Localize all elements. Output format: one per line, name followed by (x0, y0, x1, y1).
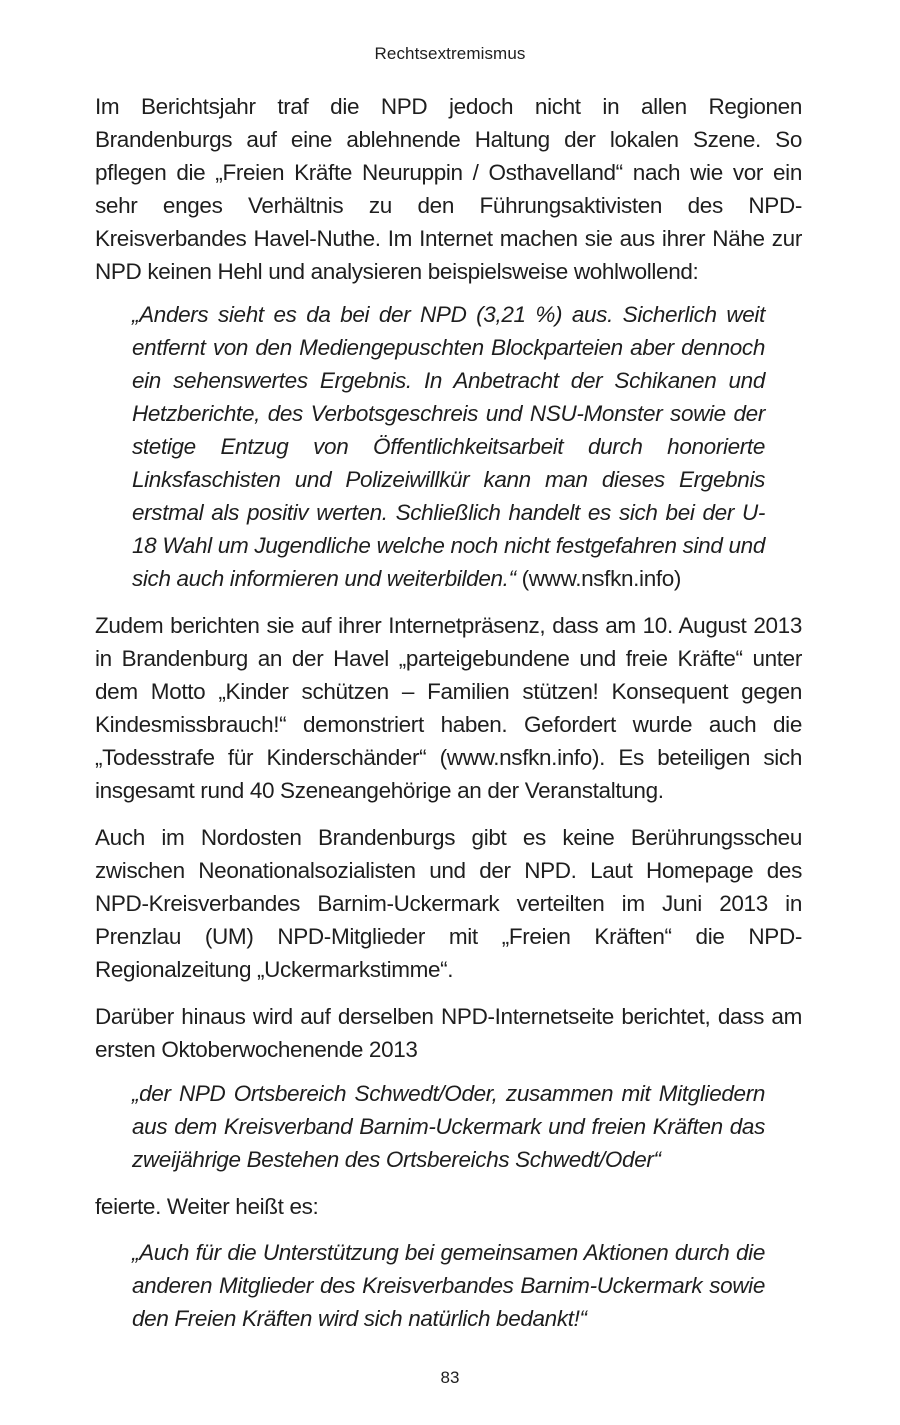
quote-text: „Auch für die Unterstützung bei gemeinsamen Aktionen durch die anderen Mitglieder des Kreisverbandes Barnim-Uckermark sowie den Freien Kräften wird sich natürlich bedankt!“ (132, 1240, 765, 1331)
block-quote-u18-election (132, 298, 765, 595)
paragraph-npd-regions: Im Berichtsjahr traf die NPD jedoch nicht in allen Regionen Brandenburgs auf eine ablehnende Haltung der lokalen Szene. So pflegen die „Freien Kräfte Neuruppin / Osthavelland“ nach wie vor ein sehr enges Verhältnis zu den Führungsaktivisten des NPD-Kreisverbandes Havel-Nuthe. Im Internet machen sie aus ihrer Nähe zur NPD keinen Hehl und analysieren beispielsweise wohlwollend: (95, 94, 802, 284)
paragraph-npd-website: Darüber hinaus wird auf derselben NPD-Internetseite berichtet, dass am ersten Oktoberwochenende 2013 (95, 1004, 802, 1062)
running-head: Rechtsextremismus (374, 44, 526, 63)
block-quote-thanks (132, 1236, 765, 1335)
quote-text: „der NPD Ortsbereich Schwedt/Oder, zusammen mit Mitgliedern aus dem Kreisverband Barnim-Uckermark und freien Kräften das zweijährige Bestehen des Ortsbereichs Schwedt/Oder“ (132, 1081, 765, 1172)
paragraph-celebration: feierte. Weiter heißt es: (95, 1194, 319, 1219)
quote-source: (www.nsfkn.info) (521, 566, 682, 591)
block-quote-schwedt (132, 1077, 765, 1176)
paragraph-northeast-brandenburg: Auch im Nordosten Brandenburgs gibt es keine Berührungsscheu zwischen Neonationalsozialisten und der NPD. Laut Homepage des NPD-Kreisverbandes Barnim-Uckermark verteilten im Juni 2013 in Prenzlau (UM) NPD-Mitglieder mit „Freien Kräften“ die NPD-Regionalzeitung „Uckermarkstimme“. (95, 825, 802, 982)
quote-text: „Anders sieht es da bei der NPD (3,21 %) aus. Sicherlich weit entfernt von den Mediengepuschten Blockparteien aber dennoch ein sehenswertes Ergebnis. In Anbetracht der Schikanen und Hetzberichte, des Verbotsgeschreis und NSU-Monster sowie der stetige Entzug von Öffentlichkeitsarbeit durch honorierte Linksfaschisten und Polizeiwillkür kann man dieses Ergebnis erstmal als positiv werten. Schließlich handelt es sich bei der U-18 Wahl um Jugendliche welche noch nicht festgefahren sind und sich auch informieren und weiterbilden.“ (132, 302, 765, 591)
page-number: 83 (440, 1368, 460, 1387)
paragraph-demonstration: Zudem berichten sie auf ihrer Internetpräsenz, dass am 10. August 2013 in Brandenburg an der Havel „parteigebundene und freie Kräfte“ unter dem Motto „Kinder schützen – Familien stützen! Konsequent gegen Kindesmissbrauch!“ demonstriert haben. Gefordert wurde auch die „Todesstrafe für Kinderschänder“ (www.nsfkn.info). Es beteiligen sich insgesamt rund 40 Szeneangehörige an der Veranstaltung. (95, 613, 802, 803)
